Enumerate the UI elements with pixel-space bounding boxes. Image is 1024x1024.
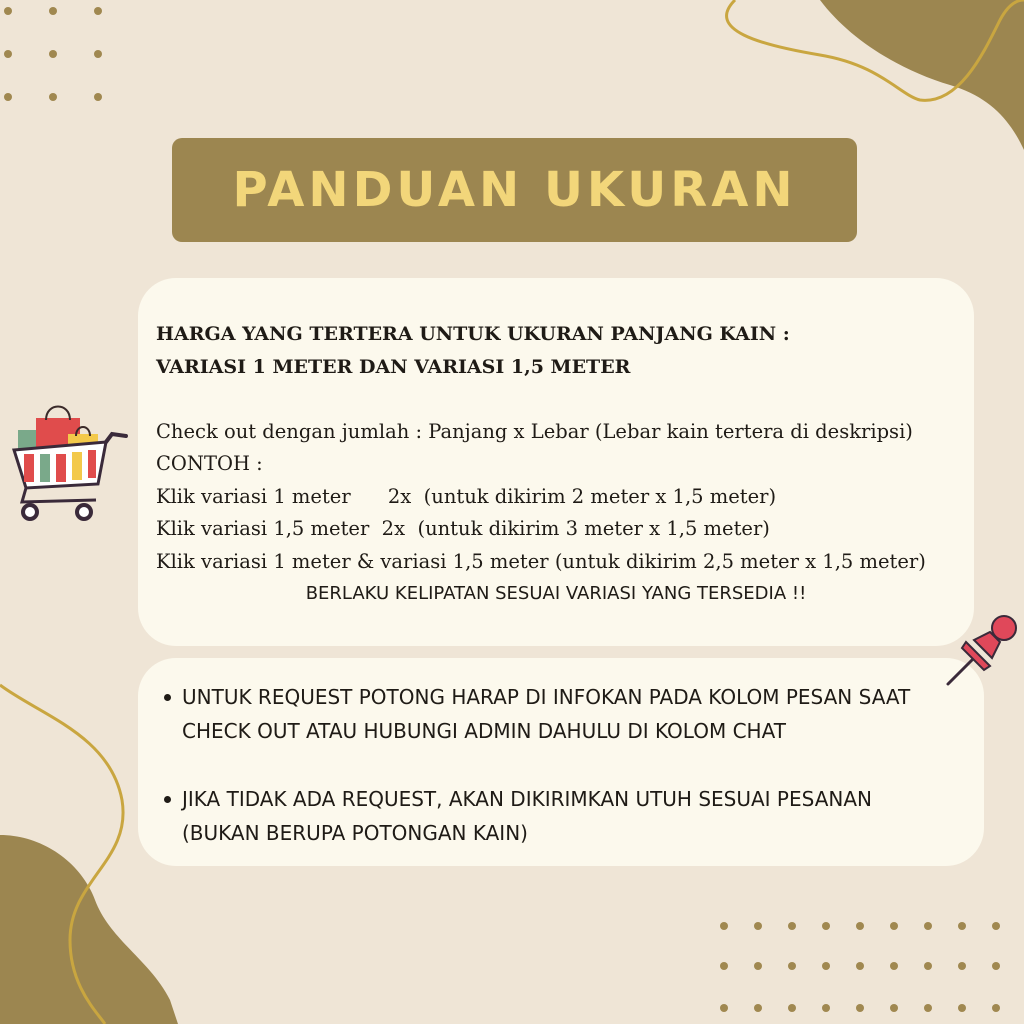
- notes-card: [138, 658, 984, 866]
- info-line-example-2: Klik variasi 1,5 meter 2x (untuk dikirim 3 meter x 1,5 meter): [156, 517, 770, 540]
- bottom-left-blob: [0, 835, 178, 1024]
- note-no-request: JIKA TIDAK ADA REQUEST, AKAN DIKIRIMKAN UTUH SESUAI PESANAN (BUKAN BERUPA POTONGAN KAIN): [182, 787, 872, 845]
- info-line-multiples-note: BERLAKU KELIPATAN SESUAI VARIASI YANG TERSEDIA !!: [305, 583, 807, 604]
- notes-list: [164, 680, 972, 850]
- info-card: [138, 278, 974, 646]
- shopping-cart-icon: [10, 400, 130, 525]
- info-line-price-note: HARGA YANG TERTERA UNTUK UKURAN PANJANG KAIN :: [156, 323, 790, 345]
- spacer: [156, 383, 956, 416]
- bullet-icon: [164, 796, 171, 803]
- title-banner: [172, 138, 857, 242]
- info-line-example-1: Klik variasi 1 meter 2x (untuk dikirim 2 meter x 1,5 meter): [156, 484, 777, 508]
- list-item: [164, 680, 972, 748]
- top-right-blob: [820, 0, 1024, 150]
- note-cut-request: UNTUK REQUEST POTONG HARAP DI INFOKAN PADA KOLOM PESAN SAAT CHECK OUT ATAU HUBUNGI ADMIN DAHULU DI KOLOM CHAT: [182, 685, 911, 743]
- bullet-icon: [164, 694, 171, 701]
- push-pin-icon: [944, 612, 1020, 688]
- info-line-example-3: Klik variasi 1 meter & variasi 1,5 meter (untuk dikirim 2,5 meter x 1,5 meter): [156, 549, 926, 573]
- page-title: PANDUAN UKURAN: [232, 162, 797, 218]
- info-line-example-label: CONTOH :: [156, 452, 263, 475]
- info-text-block: [156, 318, 956, 611]
- list-item: [164, 782, 942, 850]
- info-line-variations: VARIASI 1 METER DAN VARIASI 1,5 METER: [156, 355, 631, 378]
- info-line-checkout: Check out dengan jumlah : Panjang x Lebar (Lebar kain tertera di deskripsi): [156, 419, 913, 443]
